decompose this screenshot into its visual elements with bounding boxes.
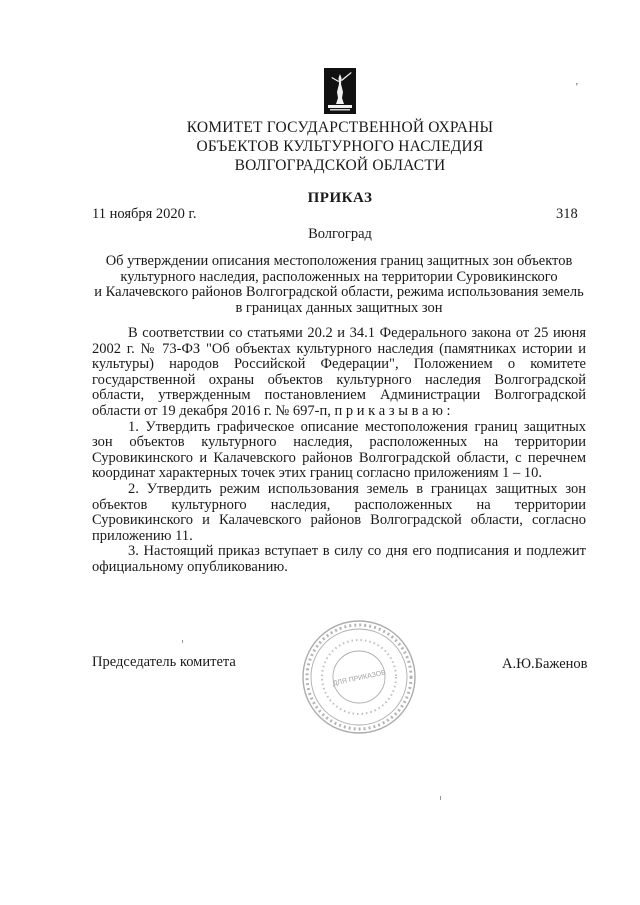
item-2-paragraph: 2. Утвердить режим использования земель в границах защитных зон объектов культурного наследия, расположенных на территории Суровикинского и Калачевского районов Волгоградской области, согласно приложению 11. xyxy=(92,480,586,544)
org-line-2: ОБЪЕКТОВ КУЛЬТУРНОГО НАСЛЕДИЯ xyxy=(196,138,484,155)
subject-line-1: Об утверждении описания местоположения границ защитных зон объектов xyxy=(105,253,573,269)
org-line-1: КОМИТЕТ ГОСУДАРСТВЕННОЙ ОХРАНЫ xyxy=(186,119,494,136)
corner-mark: ' xyxy=(576,82,578,93)
document-type-heading: ПРИКАЗ xyxy=(307,190,373,206)
order-number: 318 xyxy=(556,206,578,222)
organization-name xyxy=(140,118,540,175)
preamble-paragraph: В соответствии со статьями 20.2 и 34.1 Федерального закона от 25 июня 2002 г. № 73-ФЗ "Об объектах культурного наследия (памятниках истории и культуры) народов Российской Федерации", Положением о комитете государственной охраны объектов культурного наследия Волгоградской области, утвержденным постановлением Администрации Волгоградской области от 19 декабря 2016 г. № 697-п, п р и к а з ы в а ю : xyxy=(92,325,586,419)
order-date: 11 ноября 2020 г. xyxy=(92,206,197,222)
order-city: Волгоград xyxy=(308,226,372,242)
item-3-paragraph: 3. Настоящий приказ вступает в силу со дня его подписания и подлежит официальному опубликованию. xyxy=(92,543,586,575)
subject-line-3: и Калачевского районов Волгоградской области, режима использования земель xyxy=(94,284,584,300)
scan-speck xyxy=(182,640,183,643)
motherland-statue-emblem-icon xyxy=(324,68,356,114)
order-body xyxy=(92,326,586,576)
order-subject xyxy=(92,254,586,316)
signer-name: А.Ю.Баженов xyxy=(502,656,588,672)
subject-line-4: в границах данных защитных зон xyxy=(235,299,443,316)
official-round-stamp-icon xyxy=(300,618,418,736)
stamp-inner-text: ДЛЯ ПРИКАЗОВ xyxy=(332,669,387,688)
subject-line-2: культурного наследия, расположенных на территории Суровикинского xyxy=(120,268,558,285)
signer-title: Председатель комитета xyxy=(92,654,236,670)
org-line-3: ВОЛГОГРАДСКОЙ ОБЛАСТИ xyxy=(234,157,446,174)
item-1-paragraph: 1. Утвердить графическое описание местоположения границ защитных зон объектов культурного наследия, расположенных на территории Суровикинского и Калачевского районов Волгоградской области, с перечнем координат характерных точек этих границ согласно приложениям 1 – 10. xyxy=(92,418,586,482)
scan-speck xyxy=(440,796,441,800)
